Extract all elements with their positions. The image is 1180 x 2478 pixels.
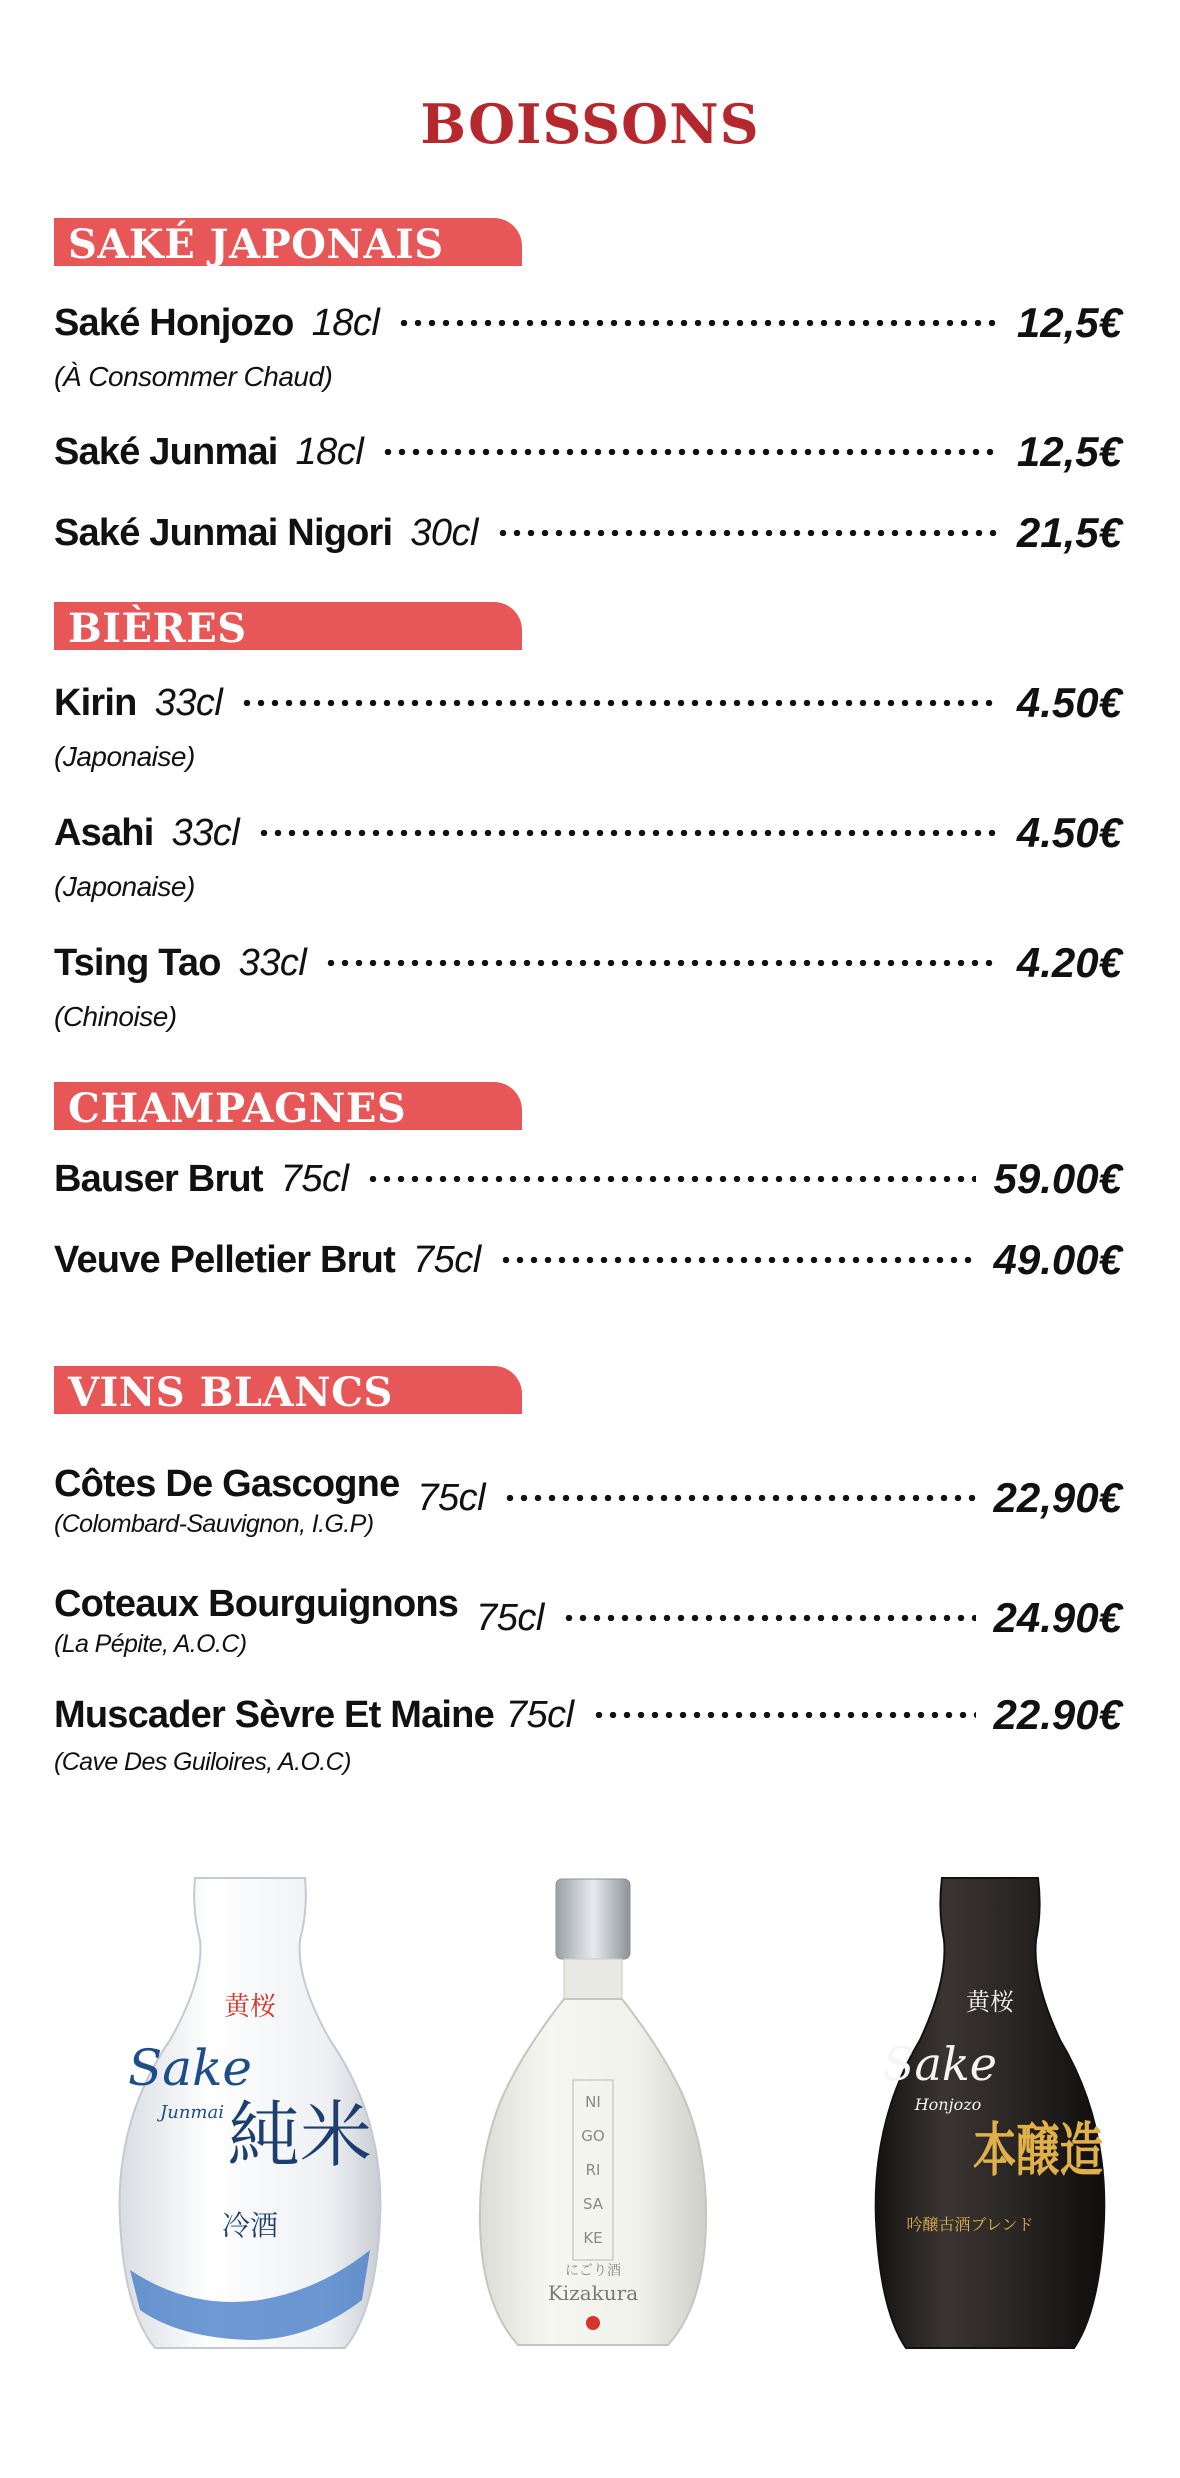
bottle-subscript: Honjozo [914,2095,982,2114]
item-price: 22.90€ [993,1691,1122,1738]
item-price: 4.20€ [1016,939,1122,986]
item-volume: 33cl [238,941,307,984]
dot-leader [397,320,999,326]
item-price: 4.50€ [1016,809,1122,856]
item-note: (Chinoise) [54,1001,177,1032]
item-volume: 75cl [412,1238,481,1281]
item-price: 22,90€ [993,1474,1122,1521]
dot-leader [324,960,999,966]
syllable: NI [585,2093,601,2111]
dot-leader [366,1176,975,1182]
item-name: Saké Honjozo [54,301,294,344]
item-note: (Cave Des Guiloires, A.O.C) [54,1748,351,1776]
section-label: CHAMPAGNES [68,1085,407,1132]
item-note: (Japonaise) [54,871,195,902]
item-name: Asahi [54,811,154,854]
dot-leader [503,1495,975,1501]
dot-leader [381,449,999,455]
item-price: 4.50€ [1016,679,1122,726]
bottle-side-text: 吟醸古酒ブレンド [906,2215,1034,2234]
section-header-champagnes [54,1082,522,1130]
menu-item-kirin [54,678,1122,728]
item-name: Côtes De Gascogne [54,1462,400,1505]
bottle-brand-jp: 黄桜 [223,1992,277,2022]
menu-item-tsing-tao [54,938,1122,988]
item-name: Saké Junmai [54,430,278,473]
dot-leader [240,700,999,706]
sake-nigori-bottle-image [468,1875,718,2360]
item-volume: 30cl [410,511,478,554]
dot-leader [562,1615,976,1621]
bottle-kanji: 本醸造 [973,2116,1103,2184]
item-price: 59.00€ [993,1155,1122,1202]
bottle-brand-jp: 黄桜 [966,1988,1014,2016]
menu-item-bauser-brut [54,1154,1122,1204]
section-header-vins-blancs [54,1366,522,1414]
item-volume: 75cl [476,1596,544,1639]
item-note: (À Consommer Chaud) [54,361,333,392]
item-name: Tsing Tao [54,941,221,984]
bottle-side-text: 冷酒 [221,2209,279,2242]
syllable: RI [585,2161,601,2179]
sake-junmai-bottle-image [100,1870,400,2360]
item-name: Veuve Pelletier Brut [54,1238,395,1281]
bottle-brand: Kizakura [547,2281,639,2305]
item-price: 24.90€ [993,1594,1122,1641]
syllable: SA [582,2195,604,2213]
menu-item-muscader [54,1690,1122,1740]
menu-item-veuve-pelletier-brut [54,1235,1122,1285]
item-price: 12,5€ [1016,428,1122,475]
dot-leader [496,530,999,536]
syllable: KE [583,2229,603,2247]
section-header-sake [54,218,522,266]
item-volume: 75cl [417,1476,486,1519]
item-price: 21,5€ [1016,509,1122,556]
item-name: Coteaux Bourguignons [54,1582,459,1625]
bottle-kana: にごり酒 [565,2263,621,2279]
item-note: (Colombard-Sauvignon, I.G.P) [54,1510,374,1538]
item-name: Muscader Sèvre Et Maine [54,1693,494,1736]
section-label: SAKÉ JAPONAIS [68,221,444,268]
item-price: 12,5€ [1016,299,1122,346]
section-label: VINS BLANCS [68,1369,393,1416]
menu-item-asahi [54,808,1122,858]
bottle-script: Sake [128,2039,252,2097]
item-name: Bauser Brut [54,1157,263,1200]
item-volume: 75cl [505,1693,574,1736]
item-note: (Japonaise) [54,741,195,772]
section-label: BIÈRES [68,605,247,652]
dot-leader [499,1257,976,1263]
syllable: GO [581,2127,605,2145]
item-name: Saké Junmai Nigori [54,511,393,554]
item-volume: 33cl [171,811,240,854]
bottle-subscript: Junmai [160,2102,224,2123]
bottle-kanji: 純米 [227,2093,373,2177]
dot-leader [592,1712,976,1718]
sake-honjozo-bottle-image [860,1870,1120,2360]
menu-item-sake-honjozo [54,298,1122,348]
bottle-script: Sake [882,2037,998,2091]
menu-item-sake-junmai [54,427,1122,477]
menu-item-sake-junmai-nigori [54,508,1122,558]
item-note: (La Pépite, A.O.C) [54,1630,247,1658]
item-volume: 33cl [154,681,223,724]
item-volume: 18cl [295,430,364,473]
dot-leader [257,830,999,836]
section-header-bieres [54,602,522,650]
item-volume: 75cl [280,1157,349,1200]
item-name: Kirin [54,681,137,724]
page-title: BOISSONS [420,92,760,156]
item-volume: 18cl [311,301,380,344]
item-price: 49.00€ [993,1236,1122,1283]
